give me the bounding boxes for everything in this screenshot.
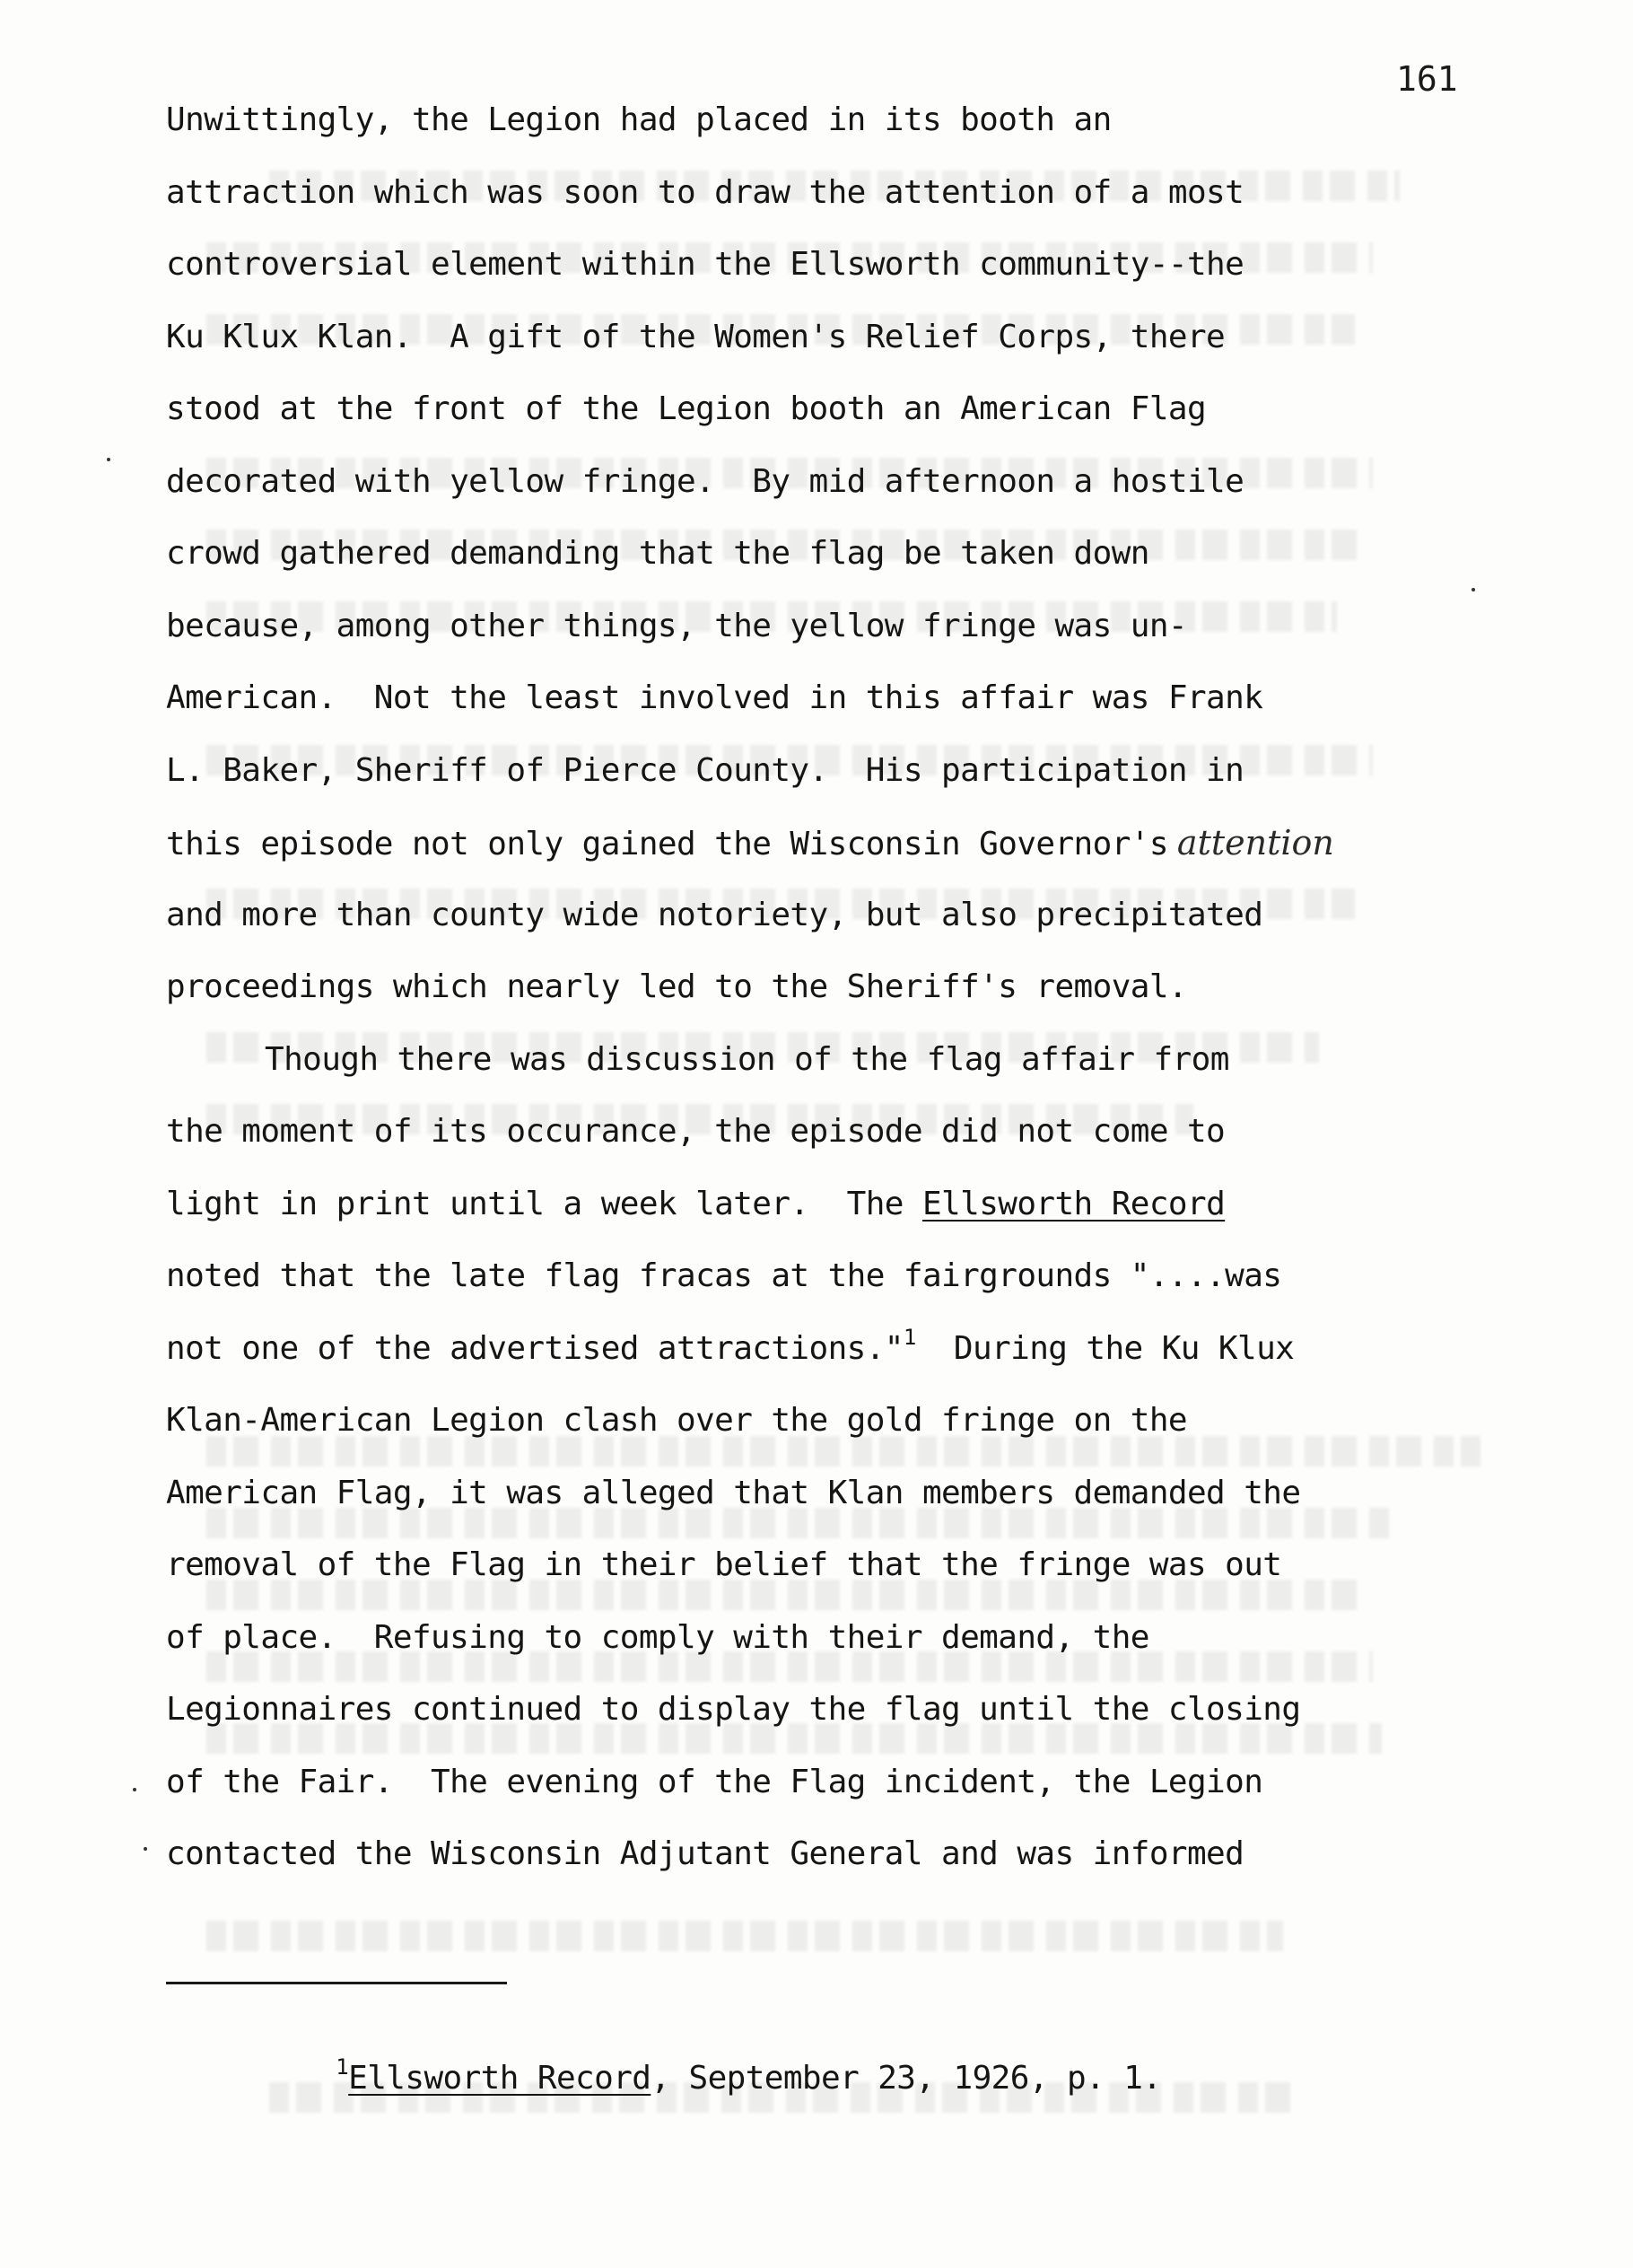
- line-text: noted that the late flag fracas at the fairgrounds "....was: [166, 1257, 1282, 1294]
- line-text: because, among other things, the yellow fringe was un-: [166, 608, 1187, 644]
- line-text: not one of the advertised attractions.": [166, 1330, 904, 1367]
- line-text: light in print until a week later. The: [166, 1186, 922, 1222]
- footnote-marker: 1: [336, 2054, 349, 2080]
- text-line: [166, 462, 1244, 502]
- line-text: American. Not the least involved in this affair was Frank: [166, 679, 1263, 716]
- text-line: [166, 1763, 1262, 1802]
- footnote: [260, 2019, 1161, 2141]
- text-line: [166, 1546, 1281, 1585]
- line-text: Ku Klux Klan. A gift of the Women's Relief Corps, there: [166, 319, 1226, 355]
- text-line: [166, 607, 1187, 646]
- text-line: [166, 318, 1225, 357]
- text-line: [166, 751, 1244, 791]
- underlined-title: Ellsworth Record: [921, 1186, 1226, 1222]
- line-text: the moment of its occurance, the episode did not come to: [166, 1113, 1226, 1150]
- text-line: [265, 1040, 1229, 1080]
- text-line: [166, 1690, 1300, 1729]
- paper-speck: [133, 1788, 136, 1791]
- handwritten-annotation: attention: [1176, 823, 1334, 863]
- footnote-source: Ellsworth Record: [348, 2060, 651, 2097]
- text-line: [166, 1835, 1244, 1874]
- text-line: [166, 1401, 1187, 1440]
- text-line: [166, 1112, 1225, 1152]
- line-text: this episode not only gained the Wisconsin Governor's: [166, 826, 1168, 863]
- line-text: and more than county wide notoriety, but also precipitated: [166, 897, 1263, 933]
- line-text: controversial element within the Ellsworth community--the: [166, 246, 1244, 283]
- text-line: [166, 1185, 1225, 1224]
- text-line: [166, 896, 1262, 935]
- line-text: American Flag, it was alleged that Klan members demanded the: [166, 1475, 1301, 1511]
- paper-speck: [144, 1847, 147, 1851]
- line-text: proceedings which nearly led to the Sheriff's removal.: [166, 968, 1187, 1005]
- footnote-citation: , September 23, 1926, p. 1.: [651, 2060, 1162, 2097]
- text-line: [166, 245, 1244, 285]
- text-line: [166, 823, 1334, 864]
- line-text: decorated with yellow fringe. By mid afternoon a hostile: [166, 463, 1244, 500]
- line-text: L. Baker, Sheriff of Pierce County. His participation in: [166, 752, 1244, 789]
- line-text: crowd gathered demanding that the flag be taken down: [166, 535, 1149, 572]
- paper-speck: [1471, 588, 1475, 591]
- text-line: [166, 1474, 1300, 1513]
- line-text: Legionnaires continued to display the flag until the closing: [166, 1691, 1301, 1728]
- line-text: Though there was discussion of the flag affair from: [265, 1041, 1229, 1078]
- text-line: [166, 390, 1206, 429]
- footnote-reference: 1: [903, 1325, 916, 1350]
- line-text: removal of the Flag in their belief that the fringe was out: [166, 1546, 1282, 1583]
- line-text: attraction which was soon to draw the attention of a most: [166, 174, 1244, 211]
- text-line: [166, 534, 1149, 574]
- line-text: contacted the Wisconsin Adjutant General and was informed: [166, 1835, 1244, 1872]
- text-line: [166, 1325, 1295, 1371]
- page-number: 161: [1396, 59, 1458, 99]
- footnote-rule: [166, 1982, 507, 1984]
- line-text: Unwittingly, the Legion had placed in its booth an: [166, 101, 1112, 138]
- text-line: [166, 1618, 1149, 1658]
- text-line: [166, 101, 1112, 140]
- text-line: [166, 968, 1187, 1007]
- text-line: [166, 1257, 1281, 1296]
- text-line: [166, 679, 1262, 718]
- line-text-continued: During the Ku Klux: [915, 1330, 1295, 1367]
- line-text: Klan-American Legion clash over the gold fringe on the: [166, 1402, 1187, 1439]
- line-text: of place. Refusing to comply with their demand, the: [166, 1619, 1149, 1656]
- line-text: stood at the front of the Legion booth an American Flag: [166, 390, 1207, 427]
- line-text: of the Fair. The evening of the Flag incident, the Legion: [166, 1764, 1263, 1800]
- text-line: [166, 173, 1244, 213]
- paper-speck: [107, 458, 110, 461]
